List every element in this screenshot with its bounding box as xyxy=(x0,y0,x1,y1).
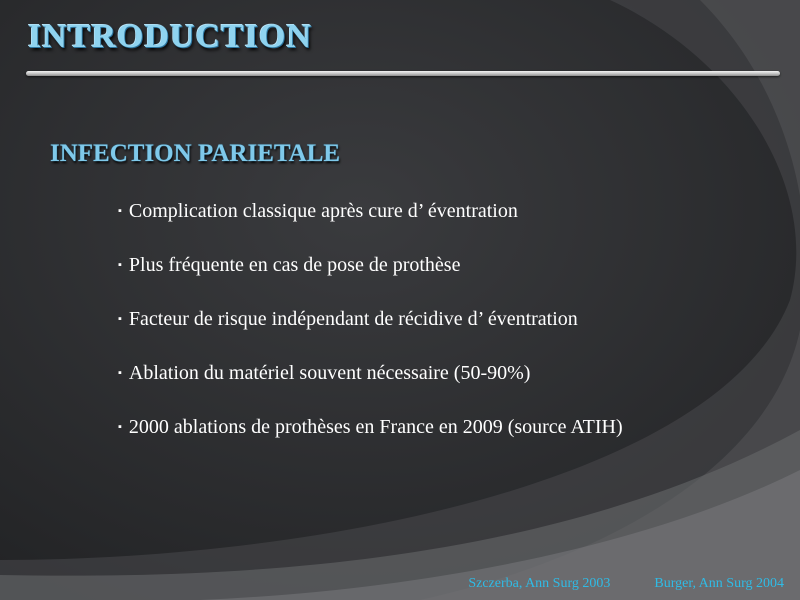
bullet-text: Plus fréquente en cas de pose de prothèse xyxy=(128,254,461,276)
title-underline xyxy=(26,71,780,76)
list-item xyxy=(118,200,623,254)
bullet-marker-icon: ▪ xyxy=(118,367,122,379)
list-item xyxy=(118,254,623,308)
bullet-text: Facteur de risque indépendant de récidive d’ éventration xyxy=(128,308,578,330)
bullet-marker-icon: ▪ xyxy=(118,259,122,271)
list-item xyxy=(118,362,623,416)
list-item xyxy=(118,308,623,362)
bullet-marker-icon: ▪ xyxy=(118,313,122,325)
references xyxy=(468,576,784,592)
reference-citation: Szczerba, Ann Surg 2003 xyxy=(468,576,611,591)
bullet-list xyxy=(118,200,623,470)
bullet-marker-icon: ▪ xyxy=(118,421,122,433)
reference-citation: Burger, Ann Surg 2004 xyxy=(654,576,784,591)
section-heading: INFECTION PARIETALE xyxy=(50,140,341,167)
bullet-marker-icon: ▪ xyxy=(118,205,122,217)
slide-title: INTRODUCTION xyxy=(28,18,313,55)
bullet-text: Complication classique après cure d’ éventration xyxy=(128,200,518,222)
bullet-text: 2000 ablations de prothèses en France en 2009 (source ATIH) xyxy=(128,416,623,438)
list-item xyxy=(118,416,623,470)
bullet-text: Ablation du matériel souvent nécessaire (50-90%) xyxy=(128,362,531,384)
